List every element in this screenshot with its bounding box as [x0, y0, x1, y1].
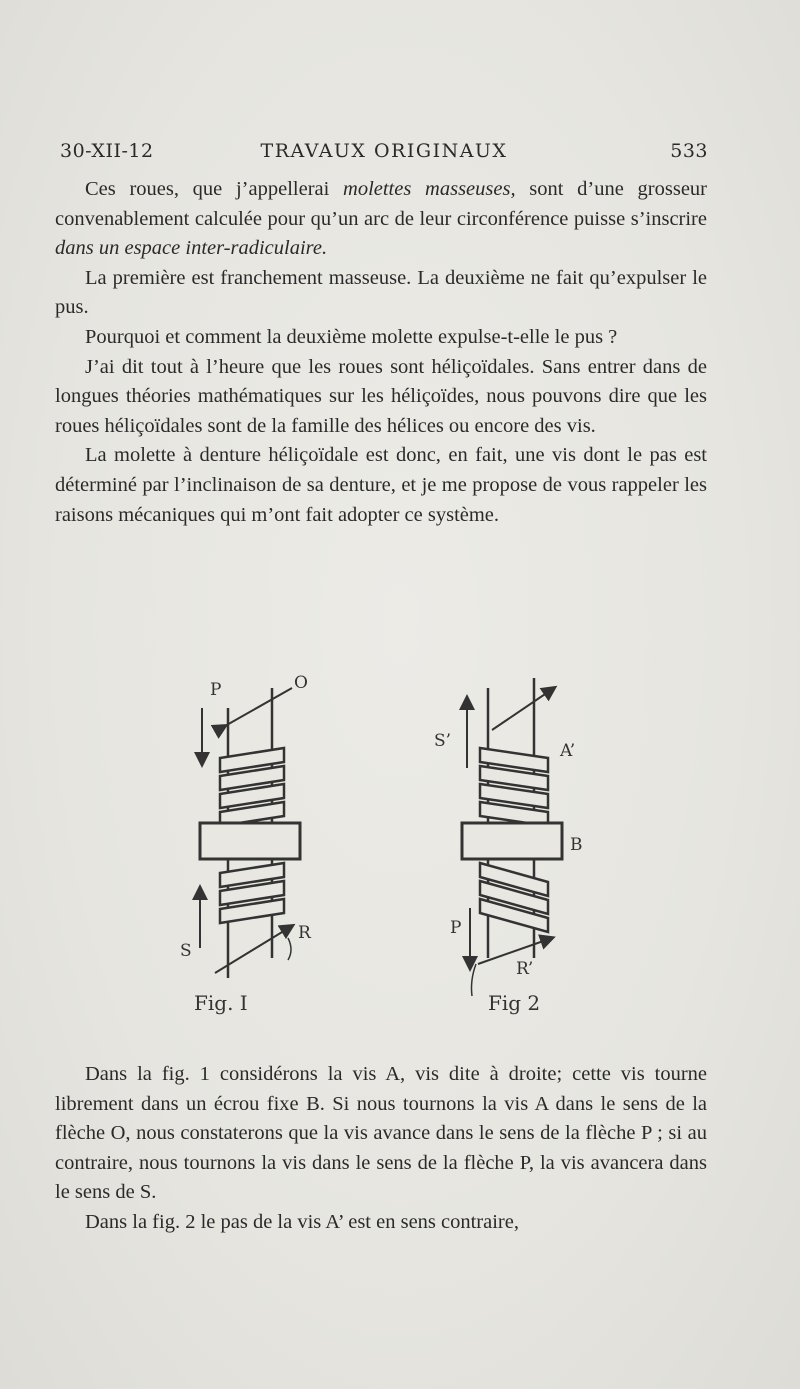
fig2-r-hook [472, 964, 477, 996]
figure-2 [434, 678, 583, 1015]
fig1-nut [200, 823, 300, 859]
italic-text: dans un espace inter-radiculaire. [55, 237, 328, 260]
text-run: sont d’une grosseur convenablement calculée pour qu’un arc de leur circonférence puisse s’inscrire [55, 178, 707, 230]
fig1-label-p: P [210, 680, 222, 700]
text-run: La molette à denture héliçoïdale est donc, en fait, une vis dont le pas est déterminé par l’inclinaison de sa denture, et je me propose de vous rappeler les raisons mécaniques qui m’ont fait adopter ce système. [55, 444, 707, 526]
paragraph [55, 441, 707, 530]
page-number: 533 [670, 140, 708, 162]
header-date: 30-XII-12 [60, 140, 154, 162]
paragraph [55, 1208, 707, 1238]
fig1-lower-threads [220, 863, 284, 923]
fig1-r-hook [288, 938, 291, 960]
text-run: Dans la fig. 1 considérons la vis A, vis dite à droite; cette vis tourne librement dans un écrou fixe B. Si nous tournons la vis A dans le sens de la flèche O, nous constaterons que la vis avance dans le sens de la flèche P ; si au contraire, nous tournons la vis dans le sens de la flèche P, la vis avancera dans le sens de S. [55, 1063, 707, 1204]
paragraph [55, 175, 707, 264]
fig2-label-p: P [450, 918, 462, 938]
figure-drawings [180, 668, 600, 1028]
figure-1 [180, 673, 312, 1015]
paragraph [55, 264, 707, 323]
paragraph [55, 1060, 707, 1208]
fig1-upper-threads [220, 748, 284, 826]
running-header [60, 140, 708, 170]
fig1-label-o: O [294, 673, 308, 693]
fig2-caption: Fig 2 [488, 991, 541, 1015]
fig2-nut [462, 823, 562, 859]
paragraph [55, 323, 707, 353]
fig2-lower-threads [480, 863, 548, 932]
body-text-top [55, 175, 707, 530]
header-title: TRAVAUX ORIGINAUX [260, 140, 508, 162]
body-text-bottom [55, 1060, 707, 1238]
fig2-label-a: A’ [560, 741, 576, 761]
text-run: La première est franchement masseuse. La deuxième ne fait qu’expulser le pus. [55, 266, 707, 319]
italic-text: molettes masseuses, [343, 178, 516, 200]
fig1-label-r: R [298, 923, 311, 943]
fig2-upper-threads [480, 748, 548, 826]
text-run: J’ai dit tout à l’heure que les roues sont héliçoïdales. Sans entrer dans de longues théories mathématiques sur les héliçoïdes, nous pouvons dire que les roues héliçoïdales sont de la famille des hélices ou encore des vis. [55, 355, 707, 437]
text-run: Dans la fig. 2 le pas de la vis A’ est en sens contraire, [85, 1210, 519, 1233]
fig2-label-s: S’ [434, 731, 452, 751]
paragraph [55, 353, 707, 442]
fig1-arrow-r [215, 926, 292, 973]
fig2-arrow-a [492, 688, 554, 730]
text-run: Pourquoi et comment la deuxième molette expulse-t-elle le pus ? [85, 325, 618, 348]
fig1-caption: Fig. I [194, 991, 248, 1015]
fig1-label-s: S [180, 941, 192, 961]
fig1-arrow-o [225, 688, 292, 726]
fig2-label-r: R’ [516, 959, 534, 979]
figures [180, 668, 600, 1028]
fig2-label-b: B [570, 835, 583, 855]
text-run: Ces roues, que j’appellerai [85, 178, 344, 200]
